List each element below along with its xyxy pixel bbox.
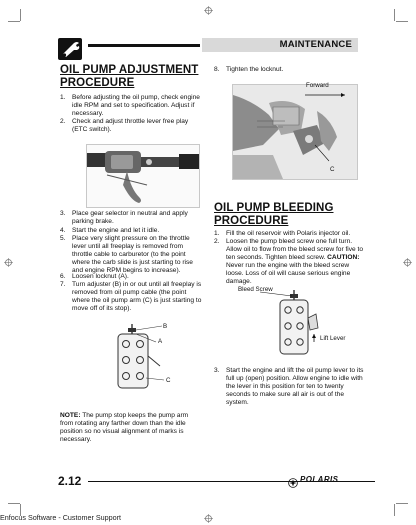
right-bleed-step-3 bbox=[214, 367, 364, 407]
right-step-8 bbox=[214, 66, 364, 75]
left-step-2 bbox=[60, 118, 202, 135]
oil-pump-adjuster-figure bbox=[100, 320, 202, 398]
bottom-note: Enfocus Software - Customer Support bbox=[0, 513, 122, 522]
left-step-7 bbox=[60, 281, 202, 315]
step-number: 2. bbox=[214, 238, 220, 245]
oil-pump-locknut-figure bbox=[232, 84, 358, 180]
registration-mark-top bbox=[204, 6, 213, 15]
polaris-star-icon bbox=[288, 475, 298, 485]
step-number: 7. bbox=[60, 281, 66, 288]
crop-mark-top-right bbox=[394, 9, 395, 21]
oil-pump-adjustment-title: OIL PUMP ADJUSTMENT PROCEDURE bbox=[60, 64, 199, 89]
crop-mark-top-left-h bbox=[8, 21, 20, 22]
polaris-logo: POLARIS bbox=[300, 475, 339, 484]
step-number: 1. bbox=[214, 230, 220, 237]
registration-mark-bottom bbox=[204, 514, 213, 523]
step-text: Fill the oil reservoir with Polaris injector oil. bbox=[226, 230, 351, 237]
step-number: 3. bbox=[214, 367, 220, 374]
bleed-screw-figure bbox=[230, 284, 360, 360]
step-number: 4. bbox=[60, 227, 66, 234]
crop-mark-bottom-left-h bbox=[8, 503, 20, 504]
figure-label-a: A bbox=[158, 338, 163, 345]
step-text: Loosen the pump bleed screw one full turn. Allow oil to flow from the bleed screw for five to ten seconds. Tighten bleed screw. bbox=[226, 238, 364, 262]
caution-text: Never run the engine with the bleed screw loose. Loss of oil will cause serious engine damage. bbox=[226, 262, 351, 286]
figure-label-lift-lever: Lift Lever bbox=[320, 335, 346, 342]
right-bleed-step-2 bbox=[214, 238, 364, 286]
left-note bbox=[60, 412, 202, 444]
step-text: Before adjusting the oil pump, check engine idle RPM and set to specification. Adjust if necessary. bbox=[72, 94, 200, 118]
note-label: NOTE: bbox=[60, 412, 81, 419]
wrench-hand-icon bbox=[58, 38, 82, 60]
step-text: Start the engine and let it idle. bbox=[72, 227, 160, 234]
figure-label-bleed-screw: Bleed Screw bbox=[238, 286, 273, 293]
throttle-lever-figure bbox=[86, 144, 200, 208]
caution-label: CAUTION: bbox=[327, 254, 360, 262]
crop-mark-bottom-right bbox=[394, 504, 395, 516]
step-text: Check and adjust throttle lever free play (ETC switch). bbox=[72, 118, 189, 134]
left-step-3 bbox=[60, 210, 202, 227]
figure-label-b: B bbox=[163, 323, 168, 330]
registration-mark-left bbox=[4, 258, 13, 267]
step-number: 1. bbox=[60, 94, 66, 101]
step-text: Start the engine and lift the oil pump lever to its full up (open) position. Allow engine to idle with the lever in this position for ten to twenty seconds to make sure all air is out of the system. bbox=[226, 367, 364, 407]
left-step-5 bbox=[60, 235, 202, 277]
oil-pump-bleeding-title: OIL PUMP BLEEDING PROCEDURE bbox=[214, 202, 334, 227]
registration-mark-right bbox=[403, 258, 412, 267]
figure-label-c: C bbox=[166, 377, 171, 384]
step-text: Loosen locknut (A). bbox=[72, 273, 129, 280]
step-number: 6. bbox=[60, 273, 66, 280]
step-number: 8. bbox=[214, 66, 220, 73]
header-rule bbox=[88, 44, 200, 47]
crop-mark-bottom-right-h bbox=[396, 503, 408, 504]
step-number: 5. bbox=[60, 235, 66, 242]
note-text: The pump stop keeps the pump arm from rotating any farther down than the idle position so no visual alignment of marks is necessary. bbox=[60, 412, 189, 444]
step-number: 2. bbox=[60, 118, 66, 125]
figure-label-forward: Forward bbox=[306, 82, 329, 89]
figure-label-c-right: C bbox=[330, 166, 335, 173]
crop-mark-top-right-h bbox=[396, 21, 408, 22]
section-label: MAINTENANCE bbox=[279, 39, 352, 50]
step-text: Tighten the locknut. bbox=[226, 66, 284, 73]
crop-mark-top-left bbox=[20, 9, 21, 21]
step-text: Place very slight pressure on the throttle lever until all freeplay is removed from throttle cable to carburetor (to the point where the carb slide is just starting to rise and engine RPM begins to increase). bbox=[72, 235, 193, 275]
step-text: Turn adjuster (B) in or out until all freeplay is removed from oil pump cable (the point where the oil pump arm (C) is just starting to move off of its stop). bbox=[72, 281, 202, 313]
page-number: 2.12 bbox=[58, 474, 82, 488]
step-number: 3. bbox=[60, 210, 66, 217]
left-step-1 bbox=[60, 94, 202, 118]
step-text: Place gear selector in neutral and apply parking brake. bbox=[72, 210, 188, 226]
